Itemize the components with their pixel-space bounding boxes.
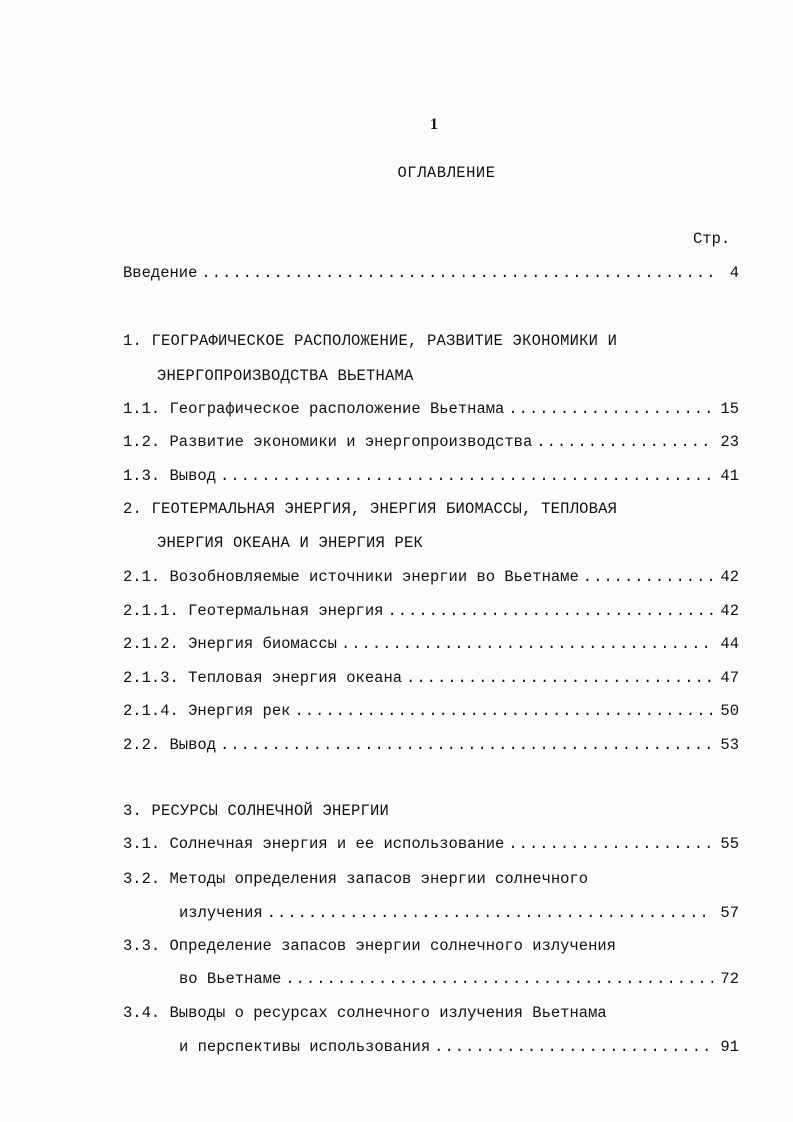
toc-entry-label: 2.2. Вывод [123,736,217,754]
toc-entry-page: 42 [720,602,739,620]
toc-entry-2-1[interactable] [123,567,739,587]
toc-entry-page: 50 [720,702,739,720]
toc-entry-label: излучения [179,904,263,922]
toc-entry-2-2[interactable] [123,735,739,755]
toc-entry-page: 42 [720,568,739,586]
leader-dots [434,1037,713,1057]
toc-entry-label: 2.1.3. Тепловая энергия океана [123,669,403,687]
page-column-label: Стр. [693,230,731,248]
toc-entry-label: во Вьетнаме [179,970,282,988]
leader-dots [220,735,713,755]
toc-entry-label: 1.2. Развитие экономики и энергопроизводства [123,433,533,451]
toc-entry-1-3[interactable] [123,466,739,486]
toc-entry-label: 2.1.1. Геотермальная энергия [123,602,384,620]
toc-entry-page: 53 [720,736,739,754]
chapter-2-heading-cont: ЭНЕРГИЯ ОКЕАНА И ЭНЕРГИЯ РЕК [157,534,424,552]
toc-entry-page: 55 [720,835,739,853]
toc-entry-label: 3.1. Солнечная энергия и ее использование [123,835,505,853]
leader-dots [267,903,713,923]
leader-dots [220,466,713,486]
toc-entry-3-2[interactable] [123,903,739,923]
chapter-2-heading[interactable]: 2. ГЕОТЕРМАЛЬНАЯ ЭНЕРГИЯ, ЭНЕРГИЯ БИОМАССЫ, ТЕПЛОВАЯ [123,500,618,518]
toc-entry-page: 44 [720,635,739,653]
leader-dots [285,969,713,989]
toc-entry-page: 4 [729,264,739,282]
toc-entry-label: 2.1.2. Энергия биомассы [123,635,337,653]
chapter-1-heading-cont: ЭНЕРГОПРОИЗВОДСТВА ВЬЕТНАМА [157,367,414,385]
leader-dots [583,567,713,587]
page-number: 1 [430,116,438,133]
toc-entry-1-2[interactable] [123,432,739,452]
toc-entry-label: Введение [123,264,198,282]
toc-entry-page: 91 [720,1038,739,1056]
toc-entry-label: 1.3. Вывод [123,467,217,485]
toc-entry-2-1-4[interactable] [123,701,739,721]
toc-entry-page: 23 [720,433,739,451]
leader-dots [387,601,713,621]
toc-entry-page: 15 [720,400,739,418]
toc-entry-3-4-line1[interactable]: 3.4. Выводы о ресурсах солнечного излучения Вьетнама [123,1004,607,1022]
chapter-3-heading[interactable]: 3. РЕСУРСЫ СОЛНЕЧНОЙ ЭНЕРГИИ [123,802,390,820]
toc-entry-page: 72 [720,970,739,988]
toc-entry-intro[interactable] [123,263,739,283]
toc-entry-3-3[interactable] [123,969,739,989]
toc-title: ОГЛАВЛЕНИЕ [397,164,496,182]
toc-entry-page: 57 [720,904,739,922]
toc-entry-2-1-3[interactable] [123,668,739,688]
toc-entry-3-4[interactable] [123,1037,739,1057]
leader-dots [536,432,713,452]
toc-entry-label: 2.1.4. Энергия рек [123,702,291,720]
leader-dots [508,399,713,419]
toc-entry-3-2-line1[interactable]: 3.2. Методы определения запасов энергии солнечного [123,870,589,888]
toc-entry-2-1-2[interactable] [123,634,739,654]
leader-dots [341,634,713,654]
toc-entry-3-1[interactable] [123,834,739,854]
toc-entry-3-3-line1[interactable]: 3.3. Определение запасов энергии солнечного излучения [123,937,616,955]
leader-dots [294,701,713,721]
leader-dots [406,668,713,688]
toc-entry-label: 1.1. Географическое расположение Вьетнама [123,400,505,418]
toc-entry-page: 41 [720,467,739,485]
toc-entry-label: 2.1. Возобновляемые источники энергии во Вьетнаме [123,568,579,586]
toc-entry-page: 47 [720,669,739,687]
toc-entry-2-1-1[interactable] [123,601,739,621]
leader-dots [201,263,713,283]
leader-dots [508,834,713,854]
chapter-1-heading[interactable]: 1. ГЕОГРАФИЧЕСКОЕ РАСПОЛОЖЕНИЕ, РАЗВИТИЕ ЭКОНОМИКИ И [123,332,618,350]
toc-entry-1-1[interactable] [123,399,739,419]
toc-entry-label: и перспективы использования [179,1038,431,1056]
